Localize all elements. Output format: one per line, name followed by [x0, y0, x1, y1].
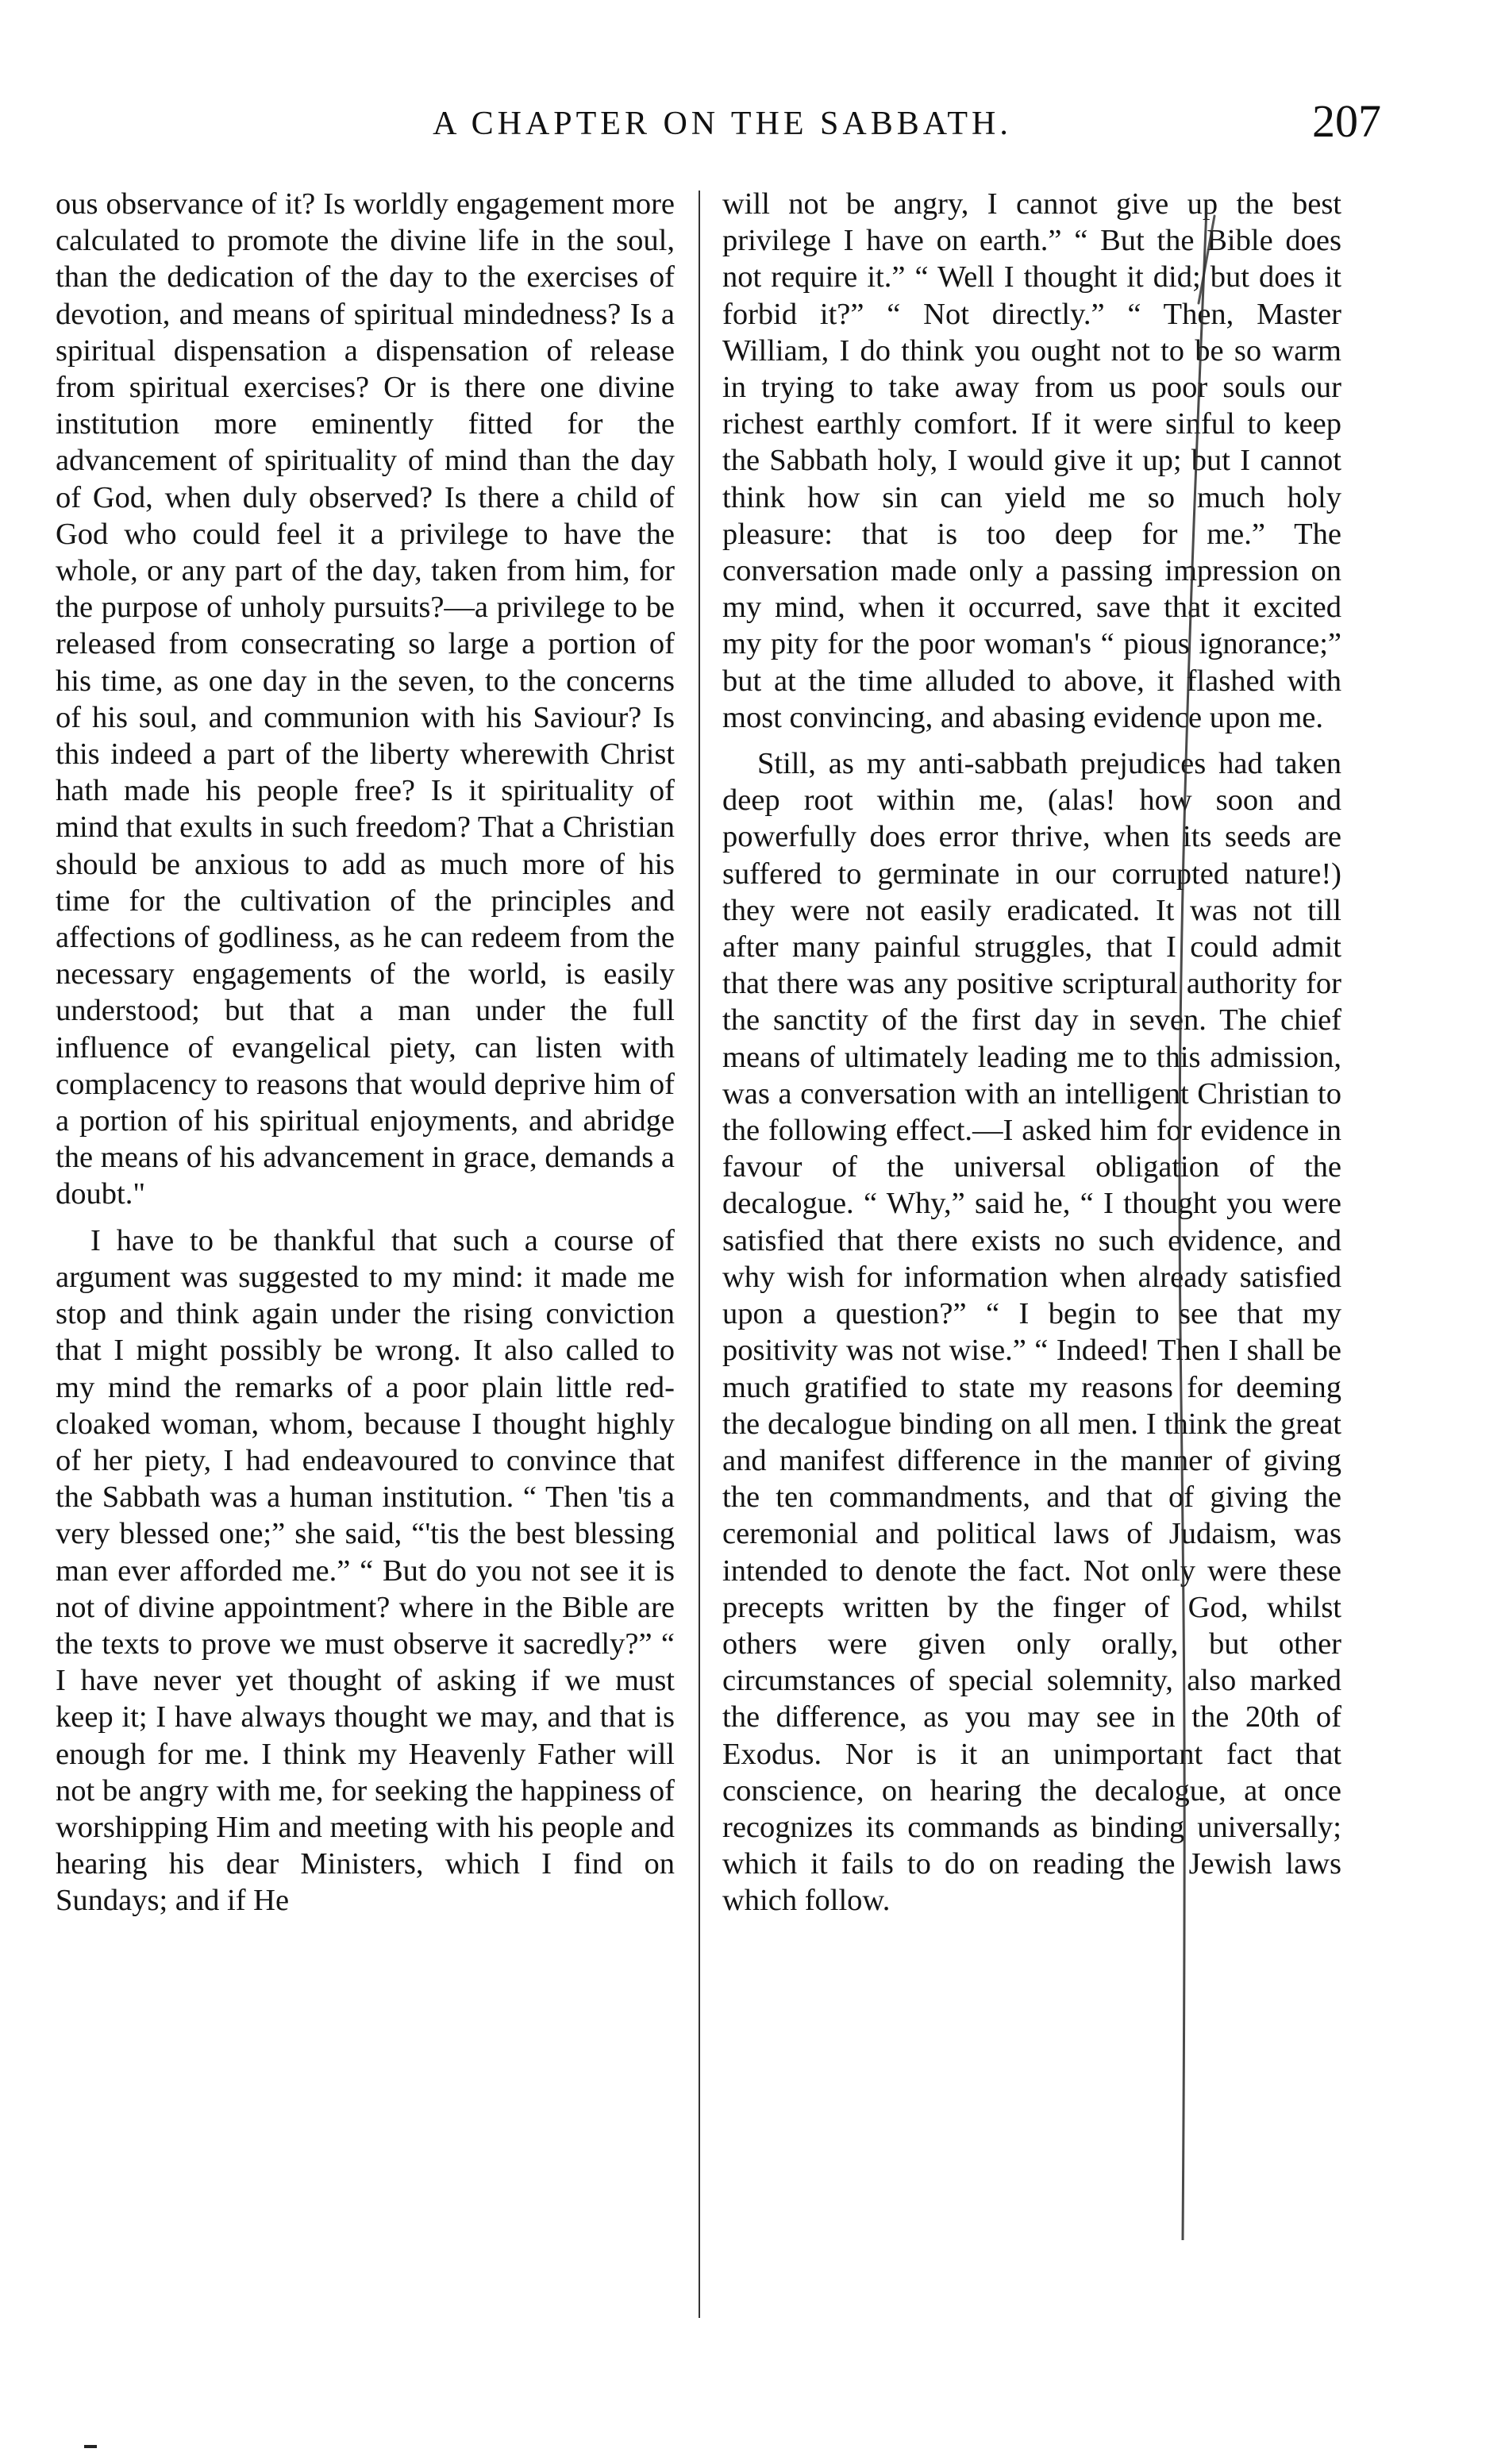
running-title: A CHAPTER ON THE SABBATH.	[433, 106, 1012, 142]
right-column	[722, 186, 1341, 1919]
left-paragraph-2: I have to be thankful that such a course of argument was suggested to my mind: it made me stop and think again under the rising conviction that I might possibly be wrong. It also called to my mind the remarks of a poor plain little red-cloaked woman, whom, because I thought highly of her piety, I had endeavoured to convince that the Sabbath was a human institution. “ Then 'tis a very blessed one;” she said, “'tis the best blessing man ever afforded me.” “ But do you not see it is not of divine appointment? where in the Bible are the texts to prove we must observe it sacredly?” “ I have never yet thought of asking if we must keep it; I have always thought we may, and that is enough for me. I think my Heavenly Father will not be angry with me, for seeking the happiness of worshipping Him and meeting with his people and hearing his dear Ministers, which I find on Sundays; and if He	[56, 1223, 675, 1918]
left-column	[56, 186, 675, 1919]
left-paragraph-1: ous observance of it? Is worldly engagement more calculated to promote the divine life in the soul, than the dedication of the day to the exercises of devotion, and means of spiritual mindedness? Is a spiritual dispensation a dispensation of release from spiritual exercises? Or is there one divine institution more eminently fitted for the advancement of spirituality of mind than the day of God, when duly observed? Is there a child of God who could feel it a privilege to have the whole, or any part of the day, taken from him, for the purpose of unholy pursuits?—a privilege to be released from consecrating so large a portion of his time, as one day in the seven, to the concerns of his soul, and communion with his Saviour? Is this indeed a part of the liberty wherewith Christ hath made his people free? Is it spirituality of mind that exults in such freedom? That a Christian should be anxious to add as much more of his time for the cultivation of the principles and affections of godliness, as he can redeem from the necessary engagements of the world, is easily understood; but that a man under the full influence of evangelical piety, can listen with complacency to reasons that would deprive him of a portion of his spiritual enjoyments, and abridge the means of his advancement in grace, demands a doubt."	[56, 187, 675, 1211]
footer-mark	[84, 2445, 97, 2448]
page-number: 207	[1312, 95, 1381, 147]
handwritten-margin-line	[1168, 208, 1224, 2240]
right-paragraph-2: Still, as my anti-sabbath prejudices had taken deep root within me, (alas! how soon and powerfully does error thrive, when its seeds are suffered to germinate in our corrupted nature!) they were not easily eradicated. It was not till after many painful struggles, that I could admit that there was any positive scriptural authority for the sanctity of the first day in seven. The chief means of ultimately leading me to this admission, was a conversation with an intelligent Christian to the following effect.—I asked him for evidence in favour of the universal obligation of the decalogue. “ Why,” said he, “ I thought you were satisfied that there exists no such evidence, and why wish for information when already satisfied upon a question?” “ I begin to see that my positivity was not wise.” “ Indeed! Then I shall be much gratified to state my reasons for deeming the decalogue binding on all men. I think the great and manifest difference in the manner of giving the ten commandments, and that of giving the ceremonial and political laws of Judaism, was intended to denote the fact. Not only were these precepts written by the finger of God, whilst others were given only orally, but other circumstances of special solemnity, also marked the difference, as you may see in the 20th of Exodus. Nor is it an unimportant fact that conscience, on hearing the decalogue, at once recognizes its commands as binding universally; which it fails to do on reading the Jewish laws which follow.	[722, 747, 1341, 1918]
column-divider	[699, 191, 700, 2318]
right-paragraph-1: will not be angry, I cannot give up the best privilege I have on earth.” “ But the Bible does not require it.” “ Well I thought it did; but does it forbid it?” “ Not directly.” “ Then, Master William, I do think you ought not to be so warm in trying to take away from us poor souls our richest earthly comfort. If it were sinful to keep the Sabbath holy, I would give it up; but I cannot think how sin can yield me so much holy pleasure: that is too deep for me.” The conversation made only a passing impression on my mind, when it occurred, save that it excited my pity for the poor woman's “ pious ignorance;” but at the time alluded to above, it flashed with most convincing, and abasing evidence upon me.	[722, 187, 1341, 734]
page-header	[64, 94, 1381, 157]
